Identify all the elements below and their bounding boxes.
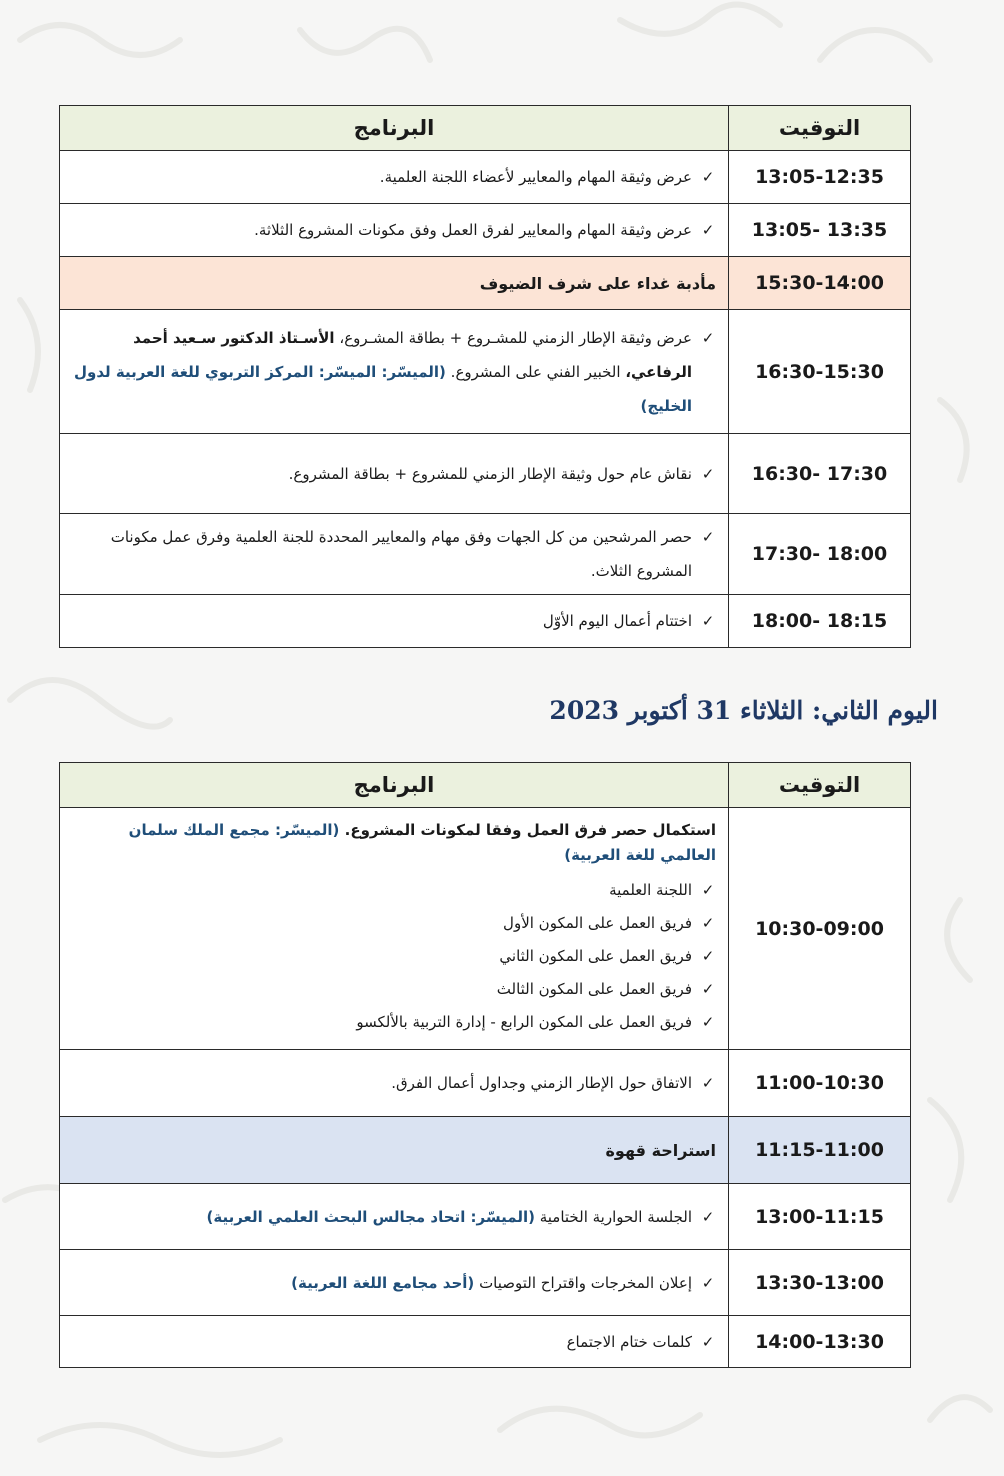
facilitator-note: (أحد مجامع اللغة العربية)	[291, 1273, 475, 1292]
program-text-part: إعلان المخرجات واقتراح التوصيات	[474, 1273, 692, 1292]
table-row	[60, 151, 911, 204]
program-text	[70, 1266, 692, 1300]
check-icon: ✓	[701, 328, 715, 347]
list-item	[70, 940, 716, 973]
table-row	[60, 310, 911, 434]
time-cell: 13:00-11:15	[729, 1184, 911, 1250]
program-cell	[60, 151, 729, 204]
check-icon: ✓	[701, 881, 715, 899]
column-header-program: البرنامج	[60, 106, 729, 151]
time-cell: 11:15-11:00	[729, 1117, 911, 1184]
program-text: الاتفاق حول الإطار الزمني وجداول أعمال الفرق.	[391, 1074, 692, 1092]
program-cell	[60, 310, 729, 434]
column-header-program: البرنامج	[60, 763, 729, 808]
schedule-table-day1	[59, 105, 911, 648]
facilitator-note: (الميسّر: مجمع الملك سلمان العالمي للغة العربية)	[128, 821, 716, 864]
program-text-part: عرض وثيقة الإطار الزمني للمشـروع + بطاقة المشـروع،	[334, 328, 692, 347]
check-icon: ✓	[701, 221, 715, 239]
check-icon: ✓	[701, 1332, 715, 1351]
column-header-time: التوقيت	[729, 106, 911, 151]
program-cell	[60, 595, 729, 648]
time-cell: 15:30-14:00	[729, 257, 911, 310]
table-row	[60, 1316, 911, 1368]
program-cell	[60, 434, 729, 514]
program-text: عرض وثيقة المهام والمعايير لأعضاء اللجنة العلمية.	[379, 168, 692, 186]
program-cell	[60, 1250, 729, 1316]
session-lead-text	[70, 818, 716, 874]
column-header-time: التوقيت	[729, 763, 911, 808]
table-row	[60, 514, 911, 595]
program-cell	[60, 1050, 729, 1117]
program-cell	[60, 204, 729, 257]
program-text: نقاش عام حول وثيقة الإطار الزمني للمشروع + بطاقة المشروع.	[288, 464, 692, 483]
lunch-break-text: مأدبة غداء على شرف الضيوف	[60, 257, 729, 310]
time-cell: 13:35 -13:05	[729, 204, 911, 257]
check-icon: ✓	[701, 612, 715, 630]
table-header-row	[60, 763, 911, 808]
time-cell: 13:30-13:00	[729, 1250, 911, 1316]
program-text: حصر المرشحين من كل الجهات وفق مهام والمعايير المحددة للجنة العلمية وفرق عمل مكونات المشروع الثلاث.	[110, 528, 692, 580]
list-item-text: اللجنة العلمية	[609, 881, 692, 899]
program-cell	[60, 1184, 729, 1250]
list-item	[70, 1006, 716, 1039]
table-row	[60, 595, 911, 648]
lead-text: استكمال حصر فرق العمل وفقا لمكونات المشروع.	[339, 821, 716, 839]
check-icon: ✓	[701, 528, 715, 546]
program-cell	[60, 514, 729, 595]
check-icon: ✓	[701, 980, 715, 998]
list-item	[70, 973, 716, 1006]
program-text: اختتام أعمال اليوم الأوّل	[542, 612, 692, 630]
program-text	[70, 1200, 692, 1234]
time-cell: 13:05-12:35	[729, 151, 911, 204]
day2-title: اليوم الثاني: الثلاثاء 31 أكتوبر 2023	[549, 696, 938, 725]
facilitator-note: (الميسّر: اتحاد مجالس البحث العلمي العربية)	[206, 1207, 535, 1226]
program-text	[70, 321, 692, 423]
program-text: كلمات ختام الاجتماع	[566, 1332, 692, 1351]
list-item-text: فريق العمل على المكون الثاني	[499, 947, 692, 965]
table-row	[60, 808, 911, 1050]
program-cell	[60, 1316, 729, 1368]
coffee-break-text: استراحة قهوة	[60, 1117, 729, 1184]
program-text-part: الخبير الفني على المشروع.	[445, 362, 626, 381]
check-icon: ✓	[701, 1074, 715, 1092]
program-text: عرض وثيقة المهام والمعايير لفرق العمل وفق مكونات المشروع الثلاثة.	[254, 221, 692, 239]
table-row	[60, 204, 911, 257]
list-item	[70, 874, 716, 907]
facilitator-note: (الميسّر: الميسّر: المركز التربوي للغة العربية لدول الخليج)	[74, 362, 692, 415]
program-text-part: الجلسة الحوارية الختامية	[534, 1207, 692, 1226]
time-cell: 18:15 -18:00	[729, 595, 911, 648]
table-row	[60, 1050, 911, 1117]
check-icon: ✓	[701, 168, 715, 186]
table-row-coffee-break	[60, 1117, 911, 1184]
list-item-text: فريق العمل على المكون الثالث	[496, 980, 692, 998]
program-cell	[60, 808, 729, 1050]
table-row	[60, 1184, 911, 1250]
expert-name: الأسـتاذ الدكتور سـعيد أحمد الرفاعي،	[133, 328, 692, 381]
check-icon: ✓	[701, 464, 715, 483]
time-cell: 10:30-09:00	[729, 808, 911, 1050]
time-cell: 16:30-15:30	[729, 310, 911, 434]
table-row	[60, 1250, 911, 1316]
time-cell: 14:00-13:30	[729, 1316, 911, 1368]
table-row-lunch	[60, 257, 911, 310]
check-icon: ✓	[701, 1013, 715, 1031]
check-icon: ✓	[701, 1207, 715, 1226]
list-item-text: فريق العمل على المكون الأول	[503, 914, 692, 932]
table-header-row	[60, 106, 911, 151]
time-cell: 18:00 -17:30	[729, 514, 911, 595]
list-item	[70, 907, 716, 940]
table-row	[60, 434, 911, 514]
time-cell: 11:00-10:30	[729, 1050, 911, 1117]
schedule-table-day2	[59, 762, 911, 1368]
check-icon: ✓	[701, 947, 715, 965]
list-item-text: فريق العمل على المكون الرابع - إدارة التربية بالألكسو	[356, 1013, 692, 1031]
time-cell: 17:30 -16:30	[729, 434, 911, 514]
check-icon: ✓	[701, 914, 715, 932]
check-icon: ✓	[701, 1273, 715, 1292]
